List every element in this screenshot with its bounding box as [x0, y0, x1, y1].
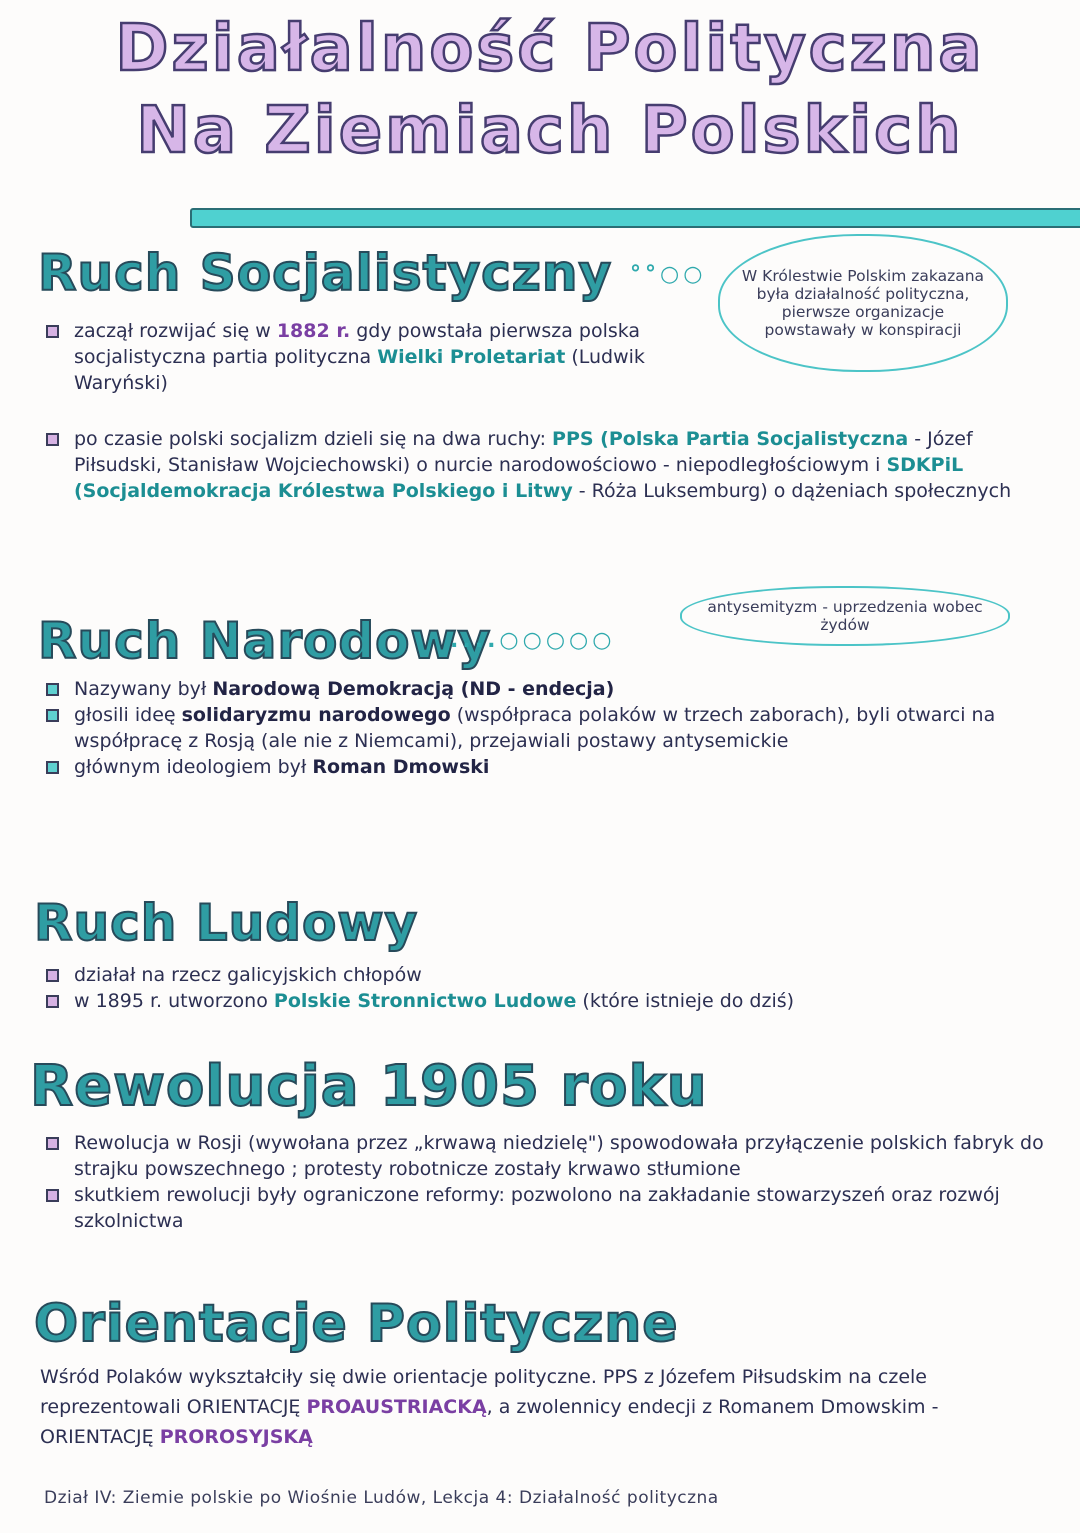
pro-russia-label: PROROSYJSKĄ	[159, 1426, 313, 1448]
footer-caption: Dział IV: Ziemie polskie po Wiośnie Ludów, Lekcja 4: Działalność polityczna	[44, 1488, 719, 1508]
heading-peasant: Ruch Ludowy	[34, 894, 419, 952]
page-title	[30, 8, 1070, 172]
national-bullet-2: głosili ideę solidaryzmu narodowego (współpraca polaków w trzech zaborach), byli otwarci na współpracę z Rosją (ale nie z Niemcami), przejawiali postawy antysemickie	[44, 702, 1064, 754]
note-cloud-socialist: W Królestwie Polskim zakazana była działalność polityczna, pierwsze organizacje powstawały w konspiracji	[718, 234, 1008, 372]
thought-dots: °°○○	[630, 262, 707, 287]
national-bullets	[44, 676, 1064, 780]
pro-austria-label: PROAUSTRIACKĄ	[306, 1396, 487, 1418]
national-bullet-1: Nazywany był Narodową Demokracją (ND - endecja)	[44, 676, 1064, 702]
revolution-bullets	[44, 1130, 1064, 1234]
heading-national: Ruch Narodowy	[38, 612, 492, 670]
orientations-text: Wśród Polaków wykształciły się dwie orientacje polityczne. PPS z Józefem Piłsudskim na czele reprezentowali ORIENTACJĘ PROAUSTRIACKĄ, a zwolennicy endecji z Romanem Dmowskim - ORIENTACJĘ PROROSYJSKĄ	[40, 1366, 939, 1448]
peasant-bullet-1: działał na rzecz galicyjskich chłopów	[44, 962, 1064, 988]
socialist-bullet-1: zaczął rozwijać się w 1882 r. gdy powstała pierwsza polska socjalistyczna partia polityczna Wielki Proletariat (Ludwik Waryński)	[44, 318, 704, 396]
heading-orientations: Orientacje Polityczne	[34, 1294, 679, 1354]
revolution-bullet-2: skutkiem rewolucji były ograniczone reformy: pozwolono na zakładanie stowarzyszeń oraz rozwój szkolnictwa	[44, 1182, 1064, 1234]
socialist-bullet-2: po czasie polski socjalizm dzieli się na dwa ruchy: PPS (Polska Partia Socjalistyczna - Józef Piłsudski, Stanisław Wojciechowski) o nurcie narodowościowo - niepodległościowym i SDKPiL (Socjaldemokracja Królestwa Polskiego i Litwy - Róża Luksemburg) o dążeniach społecznych	[44, 426, 1064, 504]
thought-dots: ....○○○○○	[450, 628, 616, 653]
revolution-bullet-1: Rewolucja w Rosji (wywołana przez „krwawą niedzielę") spowodowała przyłączenie polskich fabryk do strajku powszechnego ; protesty robotnicze zostały krwawo stłumione	[44, 1130, 1064, 1182]
title-underline	[190, 208, 1080, 228]
title-line-2: Na Ziemiach Polskich	[136, 94, 964, 168]
peasant-bullets	[44, 962, 1064, 1014]
heading-revolution: Rewolucja 1905 roku	[30, 1054, 708, 1119]
heading-socialist: Ruch Socjalistyczny	[38, 244, 613, 302]
note-cloud-national: antysemityzm - uprzedzenia wobec żydów	[680, 586, 1010, 646]
national-bullet-3: głównym ideologiem był Roman Dmowski	[44, 754, 1064, 780]
title-line-1: Działalność Polityczna	[115, 12, 985, 86]
peasant-bullet-2: w 1895 r. utworzono Polskie Stronnictwo Ludowe (które istnieje do dziś)	[44, 988, 1064, 1014]
